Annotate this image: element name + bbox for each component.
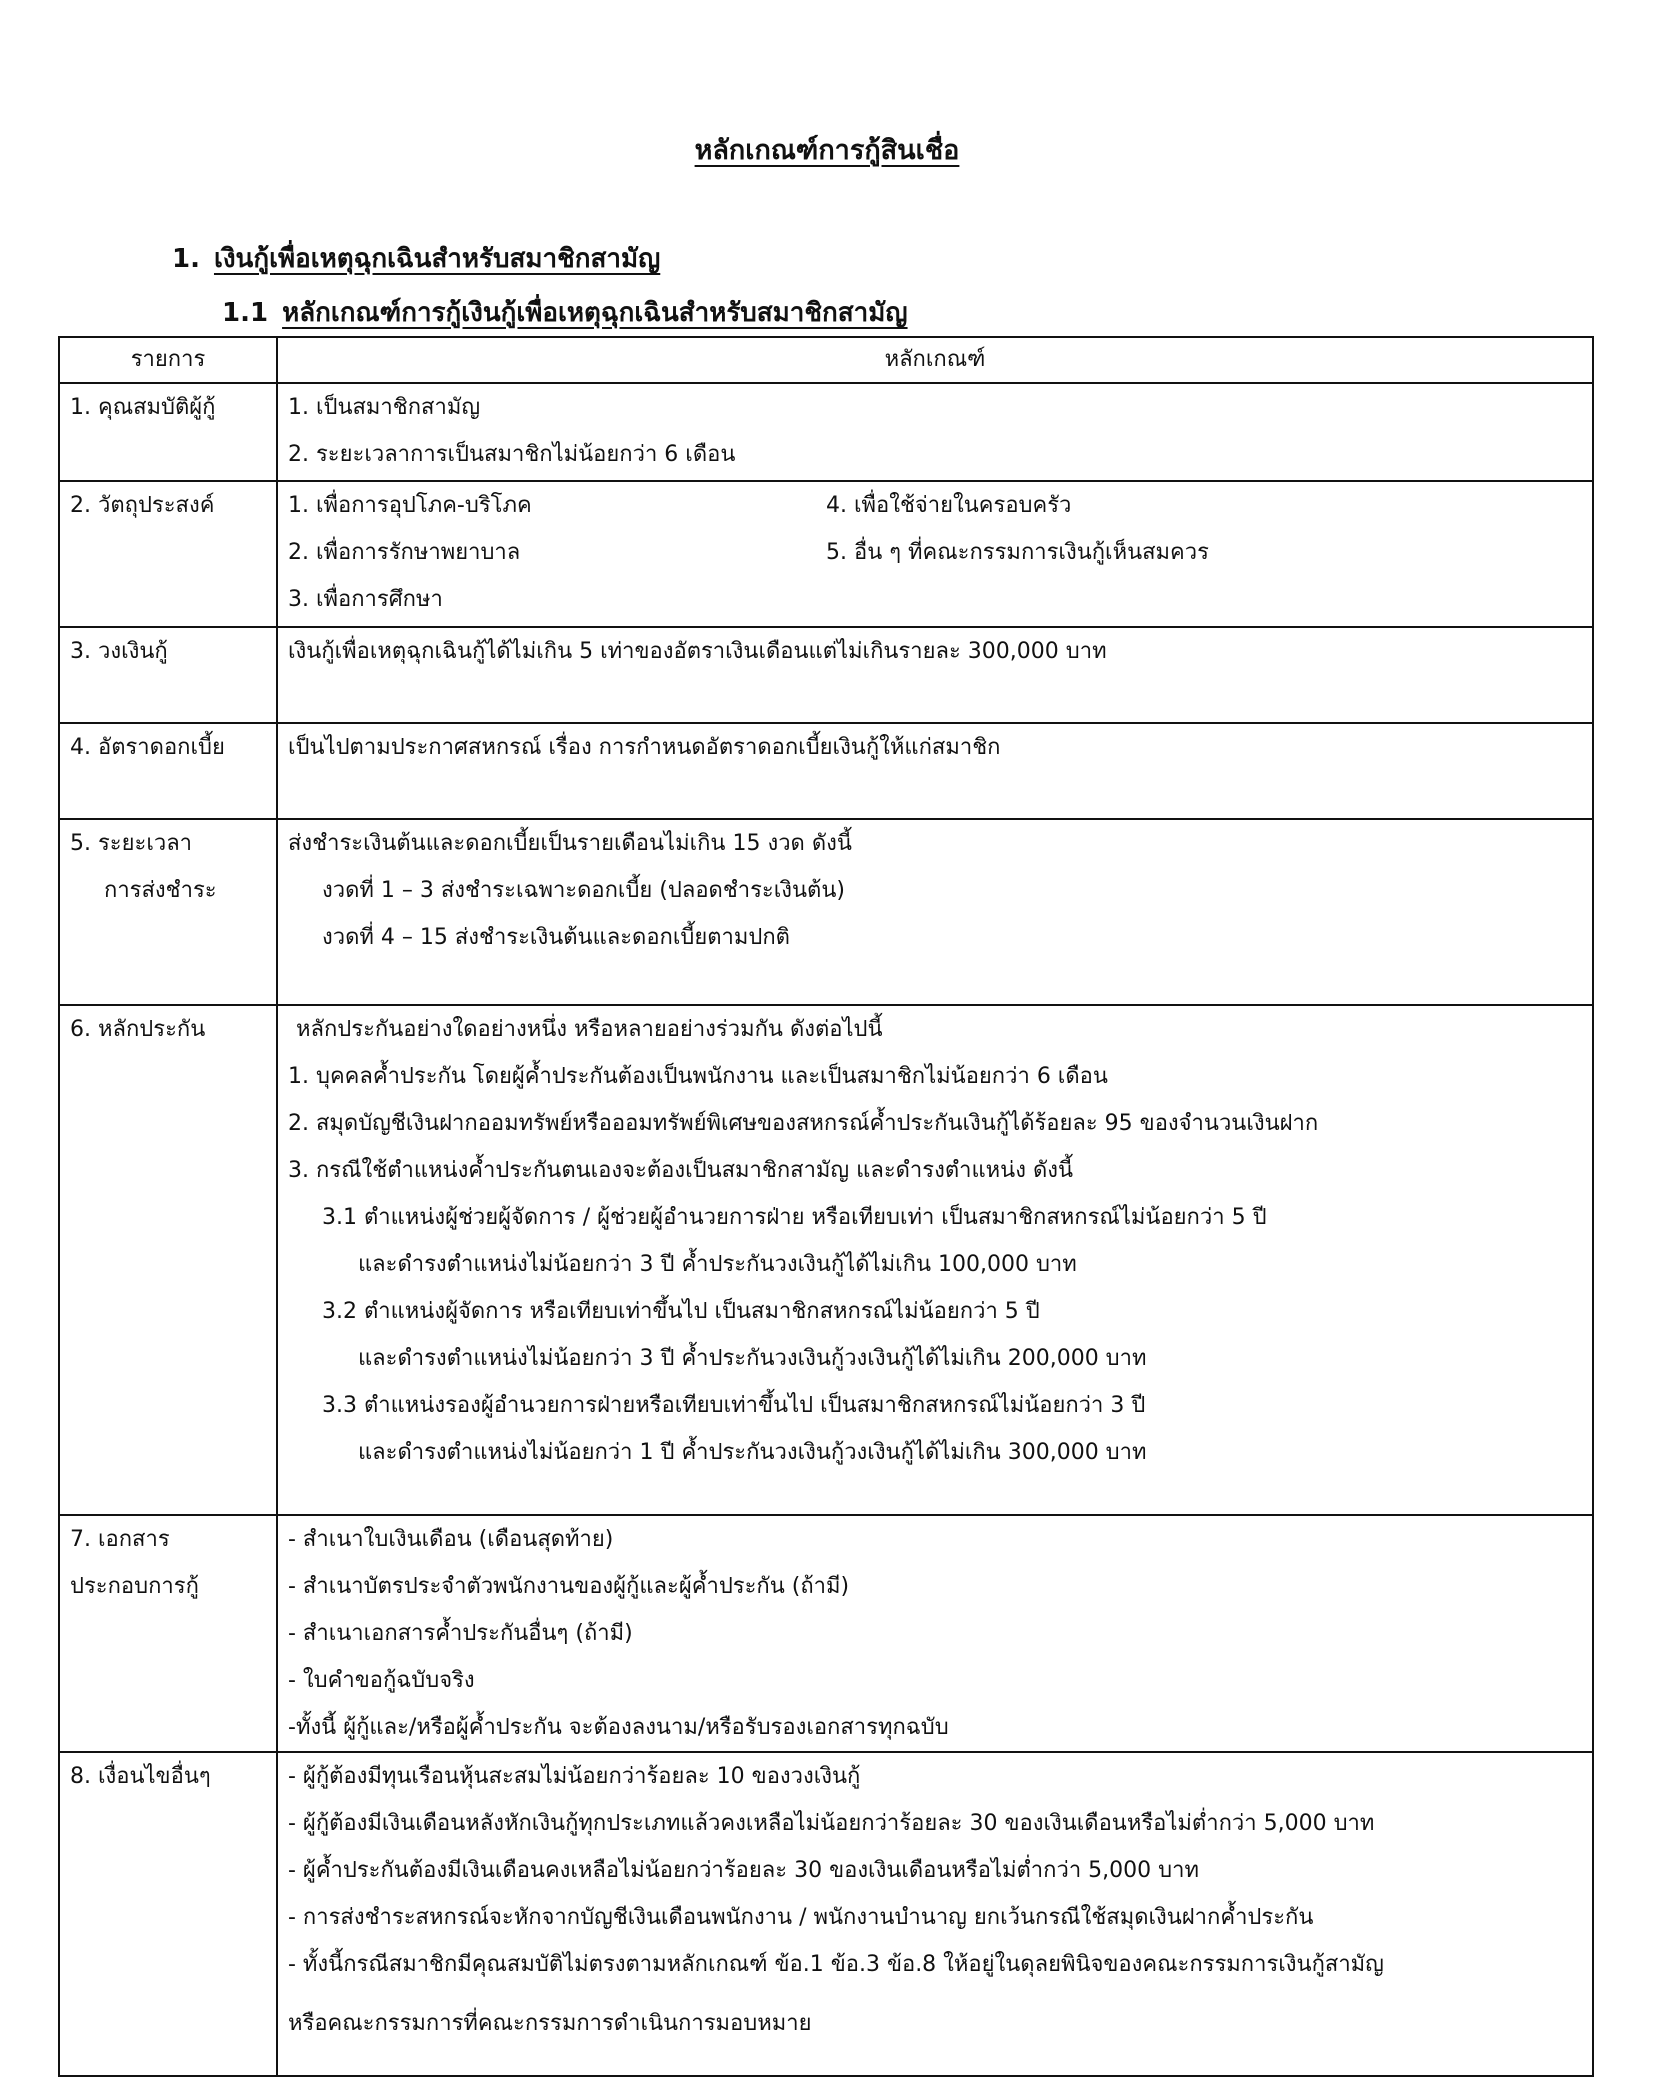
section-heading	[172, 238, 660, 279]
content-line: 2. ระยะเวลาการเป็นสมาชิกไม่น้อยกว่า 6 เดือน	[288, 442, 736, 467]
table-row	[59, 383, 1593, 481]
content-line: 2. สมุดบัญชีเงินฝากออมทรัพย์หรือออมทรัพย์พิเศษของสหกรณ์ค้ำประกันเงินกู้ได้ร้อยละ 95 ของจำนวนเงินฝาก	[288, 1111, 1319, 1136]
content-line: งวดที่ 4 – 15 ส่งชำระเงินต้นและดอกเบี้ยตามปกติ	[322, 925, 790, 950]
row-content	[277, 819, 1593, 1005]
content-line: 3.1 ตำแหน่งผู้ช่วยผู้จัดการ / ผู้ช่วยผู้อำนวยการฝ่าย หรือเทียบเท่า เป็นสมาชิกสหกรณ์ไม่น้อยกว่า 5 ปี	[322, 1205, 1267, 1230]
row-content	[277, 627, 1593, 723]
row-content	[277, 481, 1593, 627]
row-label-text: ประกอบการกู้	[70, 1574, 199, 1599]
row-label	[59, 1752, 277, 2076]
row-label	[59, 819, 277, 1005]
content-line: - ทั้งนี้กรณีสมาชิกมีคุณสมบัติไม่ตรงตามหลักเกณฑ์ ข้อ.1 ข้อ.3 ข้อ.8 ให้อยู่ในดุลยพินิจของคณะกรรมการเงินกู้สามัญ	[288, 1952, 1384, 1977]
row-content	[277, 1752, 1593, 2076]
content-line: 1. บุคคลค้ำประกัน โดยผู้ค้ำประกันต้องเป็นพนักงาน และเป็นสมาชิกไม่น้อยกว่า 6 เดือน	[288, 1064, 1108, 1089]
row-label-text: 3. วงเงินกู้	[70, 639, 168, 664]
content-line: ส่งชำระเงินต้นและดอกเบี้ยเป็นรายเดือนไม่เกิน 15 งวด ดังนี้	[288, 831, 852, 856]
row-label-text: 4. อัตราดอกเบี้ย	[70, 735, 225, 760]
row-label-text: 6. หลักประกัน	[70, 1017, 206, 1042]
content-line: งวดที่ 1 – 3 ส่งชำระเฉพาะดอกเบี้ย (ปลอดชำระเงินต้น)	[322, 878, 845, 903]
content-line: 4. เพื่อใช้จ่ายในครอบครัว	[826, 493, 1072, 518]
content-line: - ผู้ค้ำประกันต้องมีเงินเดือนคงเหลือไม่น้อยกว่าร้อยละ 30 ของเงินเดือนหรือไม่ต่ำกว่า 5,000 บาท	[288, 1858, 1199, 1883]
content-line: 3. เพื่อการศึกษา	[288, 587, 443, 612]
row-label	[59, 723, 277, 819]
header-item: รายการ	[59, 337, 277, 383]
row-label-text: 1. คุณสมบัติผู้กู้	[70, 395, 216, 420]
criteria-table	[58, 336, 1594, 2077]
table-row	[59, 1515, 1593, 1752]
content-line: 3. กรณีใช้ตำแหน่งค้ำประกันตนเองจะต้องเป็นสมาชิกสามัญ และดำรงตำแหน่ง ดังนี้	[288, 1158, 1074, 1183]
row-label	[59, 627, 277, 723]
content-line: -ทั้งนี้ ผู้กู้และ/หรือผู้ค้ำประกัน จะต้องลงนาม/หรือรับรองเอกสารทุกฉบับ	[288, 1715, 949, 1740]
table-row	[59, 1752, 1593, 2076]
row-label	[59, 383, 277, 481]
content-line: 5. อื่น ๆ ที่คณะกรรมการเงินกู้เห็นสมควร	[826, 540, 1209, 565]
row-label	[59, 1515, 277, 1752]
content-line: - ใบคำขอกู้ฉบับจริง	[288, 1668, 475, 1693]
content-line: - สำเนาบัตรประจำตัวพนักงานของผู้กู้และผู้ค้ำประกัน (ถ้ามี)	[288, 1574, 850, 1599]
content-line: 3.2 ตำแหน่งผู้จัดการ หรือเทียบเท่าขึ้นไป เป็นสมาชิกสหกรณ์ไม่น้อยกว่า 5 ปี	[322, 1299, 1040, 1324]
content-line: และดำรงตำแหน่งไม่น้อยกว่า 3 ปี ค้ำประกันวงเงินกู้ได้ไม่เกิน 100,000 บาท	[358, 1252, 1077, 1277]
subsection-number: 1.1	[222, 298, 269, 328]
content-line: - สำเนาเอกสารค้ำประกันอื่นๆ (ถ้ามี)	[288, 1621, 633, 1646]
row-content	[277, 723, 1593, 819]
content-line: - สำเนาใบเงินเดือน (เดือนสุดท้าย)	[288, 1527, 614, 1552]
document-title: หลักเกณฑ์การกู้สินเชื่อ	[694, 135, 960, 166]
content-line: - ผู้กู้ต้องมีเงินเดือนหลังหักเงินกู้ทุกประเภทแล้วคงเหลือไม่น้อยกว่าร้อยละ 30 ของเงินเดือนหรือไม่ต่ำกว่า 5,000 บาท	[288, 1811, 1375, 1836]
row-content	[277, 1515, 1593, 1752]
table-row	[59, 1005, 1593, 1515]
content-line: 3.3 ตำแหน่งรองผู้อำนวยการฝ่ายหรือเทียบเท่าขึ้นไป เป็นสมาชิกสหกรณ์ไม่น้อยกว่า 3 ปี	[322, 1393, 1146, 1418]
content-line: หลักประกันอย่างใดอย่างหนึ่ง หรือหลายอย่างร่วมกัน ดังต่อไปนี้	[296, 1017, 883, 1042]
subsection-heading	[222, 292, 908, 333]
row-label-text: 8. เงื่อนไขอื่นๆ	[70, 1764, 211, 1789]
row-label-text: 7. เอกสาร	[70, 1527, 170, 1552]
purpose-column-left	[288, 482, 826, 623]
header-criteria: หลักเกณฑ์	[277, 337, 1593, 383]
table-row	[59, 723, 1593, 819]
table-row	[59, 819, 1593, 1005]
section-title: เงินกู้เพื่อเหตุฉุกเฉินสำหรับสมาชิกสามัญ	[213, 244, 661, 274]
content-line: 1. เป็นสมาชิกสามัญ	[288, 395, 481, 420]
row-label	[59, 481, 277, 627]
row-content	[277, 1005, 1593, 1515]
content-line: เงินกู้เพื่อเหตุฉุกเฉินกู้ได้ไม่เกิน 5 เท่าของอัตราเงินเดือนแต่ไม่เกินรายละ 300,000 บาท	[288, 639, 1107, 664]
content-line: - ผู้กู้ต้องมีทุนเรือนหุ้นสะสมไม่น้อยกว่าร้อยละ 10 ของวงเงินกู้	[288, 1764, 861, 1789]
table-row	[59, 481, 1593, 627]
content-line: เป็นไปตามประกาศสหกรณ์ เรื่อง การกำหนดอัตราดอกเบี้ยเงินกู้ให้แก่สมาชิก	[288, 735, 1001, 760]
content-line: และดำรงตำแหน่งไม่น้อยกว่า 3 ปี ค้ำประกันวงเงินกู้วงเงินกู้ได้ไม่เกิน 200,000 บาท	[358, 1346, 1147, 1371]
table-header-row	[59, 337, 1593, 383]
row-label	[59, 1005, 277, 1515]
content-line: 2. เพื่อการรักษาพยาบาล	[288, 540, 521, 565]
content-line: - การส่งชำระสหกรณ์จะหักจากบัญชีเงินเดือนพนักงาน / พนักงานบำนาญ ยกเว้นกรณีใช้สมุดเงินฝากค้ำประกัน	[288, 1905, 1314, 1930]
purpose-column-right	[826, 482, 1582, 623]
row-label-text: 5. ระยะเวลา	[70, 831, 193, 856]
content-line: และดำรงตำแหน่งไม่น้อยกว่า 1 ปี ค้ำประกันวงเงินกู้วงเงินกู้ได้ไม่เกิน 300,000 บาท	[358, 1440, 1147, 1465]
subsection-title: หลักเกณฑ์การกู้เงินกู้เพื่อเหตุฉุกเฉินสำหรับสมาชิกสามัญ	[282, 298, 908, 328]
row-content	[277, 383, 1593, 481]
row-label-text: 2. วัตถุประสงค์	[70, 493, 215, 518]
content-line: 1. เพื่อการอุปโภค-บริโภค	[288, 493, 532, 518]
table-row	[59, 627, 1593, 723]
purpose-columns	[288, 482, 1582, 623]
section-number: 1.	[172, 244, 200, 274]
row-label-text: การส่งชำระ	[104, 878, 217, 903]
content-line: หรือคณะกรรมการที่คณะกรรมการดำเนินการมอบหมาย	[288, 2011, 812, 2036]
